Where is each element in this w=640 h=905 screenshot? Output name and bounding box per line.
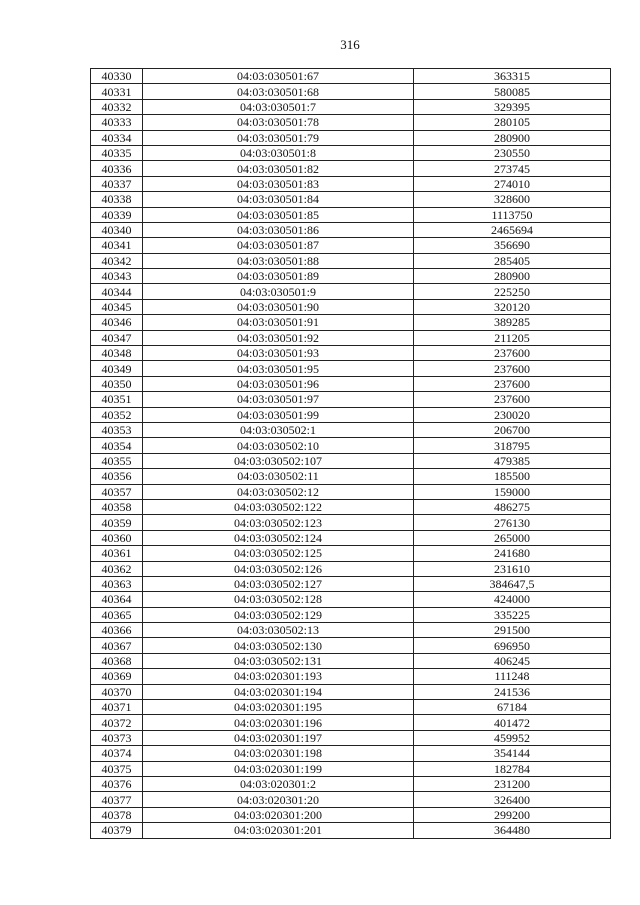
cadastral-number-cell: 04:03:030502:13 xyxy=(143,623,414,638)
cadastral-number-cell: 04:03:030502:125 xyxy=(143,546,414,561)
row-number-cell: 40365 xyxy=(91,607,143,622)
row-number-cell: 40333 xyxy=(91,115,143,130)
cadastral-number-cell: 04:03:020301:200 xyxy=(143,807,414,822)
table-row xyxy=(91,207,611,222)
row-number-cell: 40360 xyxy=(91,530,143,545)
cadastral-number-cell: 04:03:020301:201 xyxy=(143,823,414,838)
cadastral-number-cell: 04:03:030501:8 xyxy=(143,145,414,160)
row-number-cell: 40366 xyxy=(91,623,143,638)
row-number-cell: 40369 xyxy=(91,669,143,684)
table-body xyxy=(91,69,611,839)
row-number-cell: 40349 xyxy=(91,361,143,376)
table-row xyxy=(91,84,611,99)
value-cell: 2465694 xyxy=(414,222,611,237)
cadastral-number-cell: 04:03:020301:197 xyxy=(143,730,414,745)
value-cell: 185500 xyxy=(414,469,611,484)
value-cell: 406245 xyxy=(414,653,611,668)
table-row xyxy=(91,315,611,330)
value-cell: 265000 xyxy=(414,530,611,545)
table-row xyxy=(91,546,611,561)
row-number-cell: 40364 xyxy=(91,592,143,607)
table-row xyxy=(91,715,611,730)
row-number-cell: 40377 xyxy=(91,792,143,807)
row-number-cell: 40354 xyxy=(91,438,143,453)
cadastral-number-cell: 04:03:030502:123 xyxy=(143,515,414,530)
row-number-cell: 40363 xyxy=(91,576,143,591)
value-cell: 237600 xyxy=(414,376,611,391)
row-number-cell: 40346 xyxy=(91,315,143,330)
cadastral-number-cell: 04:03:020301:198 xyxy=(143,746,414,761)
row-number-cell: 40332 xyxy=(91,99,143,114)
cadastral-number-cell: 04:03:030502:126 xyxy=(143,561,414,576)
table-row xyxy=(91,192,611,207)
cadastral-number-cell: 04:03:020301:20 xyxy=(143,792,414,807)
value-cell: 318795 xyxy=(414,438,611,453)
value-cell: 285405 xyxy=(414,253,611,268)
row-number-cell: 40344 xyxy=(91,284,143,299)
value-cell: 280900 xyxy=(414,130,611,145)
value-cell: 580085 xyxy=(414,84,611,99)
table-row xyxy=(91,515,611,530)
cadastral-number-cell: 04:03:030501:9 xyxy=(143,284,414,299)
table-row xyxy=(91,776,611,791)
data-table xyxy=(90,68,611,839)
table-row xyxy=(91,607,611,622)
table-row xyxy=(91,407,611,422)
row-number-cell: 40357 xyxy=(91,484,143,499)
cadastral-number-cell: 04:03:030502:127 xyxy=(143,576,414,591)
row-number-cell: 40372 xyxy=(91,715,143,730)
cadastral-number-cell: 04:03:030502:124 xyxy=(143,530,414,545)
table-row xyxy=(91,269,611,284)
cadastral-number-cell: 04:03:030501:82 xyxy=(143,161,414,176)
table-row xyxy=(91,346,611,361)
row-number-cell: 40373 xyxy=(91,730,143,745)
cadastral-number-cell: 04:03:030501:88 xyxy=(143,253,414,268)
value-cell: 326400 xyxy=(414,792,611,807)
table-row xyxy=(91,807,611,822)
cadastral-number-cell: 04:03:030501:78 xyxy=(143,115,414,130)
row-number-cell: 40334 xyxy=(91,130,143,145)
value-cell: 329395 xyxy=(414,99,611,114)
table-row xyxy=(91,361,611,376)
row-number-cell: 40355 xyxy=(91,453,143,468)
table-row xyxy=(91,222,611,237)
row-number-cell: 40361 xyxy=(91,546,143,561)
table-row xyxy=(91,376,611,391)
row-number-cell: 40370 xyxy=(91,684,143,699)
cadastral-number-cell: 04:03:030501:79 xyxy=(143,130,414,145)
cadastral-number-cell: 04:03:030501:93 xyxy=(143,346,414,361)
cadastral-number-cell: 04:03:030502:10 xyxy=(143,438,414,453)
row-number-cell: 40343 xyxy=(91,269,143,284)
table-row xyxy=(91,792,611,807)
value-cell: 280900 xyxy=(414,269,611,284)
row-number-cell: 40347 xyxy=(91,330,143,345)
table-row xyxy=(91,499,611,514)
row-number-cell: 40378 xyxy=(91,807,143,822)
cadastral-number-cell: 04:03:030501:87 xyxy=(143,238,414,253)
row-number-cell: 40336 xyxy=(91,161,143,176)
cadastral-number-cell: 04:03:030501:85 xyxy=(143,207,414,222)
value-cell: 182784 xyxy=(414,761,611,776)
row-number-cell: 40368 xyxy=(91,653,143,668)
cadastral-number-cell: 04:03:030502:122 xyxy=(143,499,414,514)
table-row xyxy=(91,161,611,176)
value-cell: 280105 xyxy=(414,115,611,130)
table-row xyxy=(91,576,611,591)
table-row xyxy=(91,469,611,484)
value-cell: 230020 xyxy=(414,407,611,422)
value-cell: 401472 xyxy=(414,715,611,730)
value-cell: 241536 xyxy=(414,684,611,699)
row-number-cell: 40374 xyxy=(91,746,143,761)
row-number-cell: 40375 xyxy=(91,761,143,776)
value-cell: 1113750 xyxy=(414,207,611,222)
value-cell: 237600 xyxy=(414,346,611,361)
row-number-cell: 40339 xyxy=(91,207,143,222)
value-cell: 328600 xyxy=(414,192,611,207)
cadastral-number-cell: 04:03:030501:7 xyxy=(143,99,414,114)
table-row xyxy=(91,392,611,407)
row-number-cell: 40376 xyxy=(91,776,143,791)
value-cell: 486275 xyxy=(414,499,611,514)
table-row xyxy=(91,746,611,761)
cadastral-number-cell: 04:03:030502:131 xyxy=(143,653,414,668)
cadastral-number-cell: 04:03:020301:2 xyxy=(143,776,414,791)
table-row xyxy=(91,592,611,607)
value-cell: 356690 xyxy=(414,238,611,253)
table-row xyxy=(91,453,611,468)
cadastral-number-cell: 04:03:030501:91 xyxy=(143,315,414,330)
value-cell: 363315 xyxy=(414,69,611,84)
value-cell: 237600 xyxy=(414,361,611,376)
row-number-cell: 40331 xyxy=(91,84,143,99)
table-row xyxy=(91,684,611,699)
value-cell: 231200 xyxy=(414,776,611,791)
table-row xyxy=(91,238,611,253)
cadastral-number-cell: 04:03:030501:95 xyxy=(143,361,414,376)
table-row xyxy=(91,761,611,776)
cadastral-number-cell: 04:03:030502:128 xyxy=(143,592,414,607)
value-cell: 459952 xyxy=(414,730,611,745)
cadastral-number-cell: 04:03:020301:193 xyxy=(143,669,414,684)
row-number-cell: 40362 xyxy=(91,561,143,576)
cadastral-number-cell: 04:03:030502:11 xyxy=(143,469,414,484)
table-row xyxy=(91,130,611,145)
value-cell: 211205 xyxy=(414,330,611,345)
value-cell: 335225 xyxy=(414,607,611,622)
cadastral-number-cell: 04:03:030502:107 xyxy=(143,453,414,468)
row-number-cell: 40358 xyxy=(91,499,143,514)
row-number-cell: 40352 xyxy=(91,407,143,422)
table-row xyxy=(91,284,611,299)
cadastral-number-cell: 04:03:030501:96 xyxy=(143,376,414,391)
table-row xyxy=(91,700,611,715)
row-number-cell: 40353 xyxy=(91,422,143,437)
value-cell: 241680 xyxy=(414,546,611,561)
row-number-cell: 40340 xyxy=(91,222,143,237)
value-cell: 291500 xyxy=(414,623,611,638)
row-number-cell: 40342 xyxy=(91,253,143,268)
cadastral-number-cell: 04:03:020301:199 xyxy=(143,761,414,776)
value-cell: 424000 xyxy=(414,592,611,607)
value-cell: 364480 xyxy=(414,823,611,838)
value-cell: 389285 xyxy=(414,315,611,330)
table-row xyxy=(91,176,611,191)
cadastral-number-cell: 04:03:030501:84 xyxy=(143,192,414,207)
cadastral-number-cell: 04:03:030501:86 xyxy=(143,222,414,237)
table-row xyxy=(91,115,611,130)
row-number-cell: 40338 xyxy=(91,192,143,207)
cadastral-number-cell: 04:03:030501:89 xyxy=(143,269,414,284)
table-row xyxy=(91,530,611,545)
value-cell: 299200 xyxy=(414,807,611,822)
row-number-cell: 40341 xyxy=(91,238,143,253)
row-number-cell: 40351 xyxy=(91,392,143,407)
table-row xyxy=(91,330,611,345)
value-cell: 274010 xyxy=(414,176,611,191)
value-cell: 384647,5 xyxy=(414,576,611,591)
row-number-cell: 40379 xyxy=(91,823,143,838)
cadastral-number-cell: 04:03:030501:68 xyxy=(143,84,414,99)
cadastral-number-cell: 04:03:030502:129 xyxy=(143,607,414,622)
table-row xyxy=(91,422,611,437)
value-cell: 231610 xyxy=(414,561,611,576)
value-cell: 696950 xyxy=(414,638,611,653)
row-number-cell: 40359 xyxy=(91,515,143,530)
cadastral-number-cell: 04:03:030501:90 xyxy=(143,299,414,314)
table-row xyxy=(91,669,611,684)
table-row xyxy=(91,99,611,114)
row-number-cell: 40345 xyxy=(91,299,143,314)
table-row xyxy=(91,438,611,453)
value-cell: 111248 xyxy=(414,669,611,684)
value-cell: 206700 xyxy=(414,422,611,437)
row-number-cell: 40335 xyxy=(91,145,143,160)
cadastral-number-cell: 04:03:020301:194 xyxy=(143,684,414,699)
cadastral-number-cell: 04:03:030501:99 xyxy=(143,407,414,422)
table-row xyxy=(91,145,611,160)
row-number-cell: 40348 xyxy=(91,346,143,361)
cadastral-number-cell: 04:03:030502:12 xyxy=(143,484,414,499)
cadastral-number-cell: 04:03:030501:67 xyxy=(143,69,414,84)
table-row xyxy=(91,638,611,653)
value-cell: 273745 xyxy=(414,161,611,176)
table-row xyxy=(91,623,611,638)
value-cell: 225250 xyxy=(414,284,611,299)
value-cell: 159000 xyxy=(414,484,611,499)
row-number-cell: 40337 xyxy=(91,176,143,191)
table-row xyxy=(91,561,611,576)
page-number: 316 xyxy=(340,37,360,52)
row-number-cell: 40350 xyxy=(91,376,143,391)
cadastral-number-cell: 04:03:030501:97 xyxy=(143,392,414,407)
value-cell: 354144 xyxy=(414,746,611,761)
row-number-cell: 40356 xyxy=(91,469,143,484)
value-cell: 276130 xyxy=(414,515,611,530)
cadastral-number-cell: 04:03:020301:196 xyxy=(143,715,414,730)
row-number-cell: 40330 xyxy=(91,69,143,84)
table-row xyxy=(91,253,611,268)
row-number-cell: 40367 xyxy=(91,638,143,653)
table-row xyxy=(91,299,611,314)
cadastral-number-cell: 04:03:030502:1 xyxy=(143,422,414,437)
table-row xyxy=(91,823,611,838)
table-row xyxy=(91,69,611,84)
cadastral-number-cell: 04:03:020301:195 xyxy=(143,700,414,715)
cadastral-number-cell: 04:03:030502:130 xyxy=(143,638,414,653)
table-row xyxy=(91,484,611,499)
value-cell: 67184 xyxy=(414,700,611,715)
value-cell: 479385 xyxy=(414,453,611,468)
value-cell: 230550 xyxy=(414,145,611,160)
cadastral-number-cell: 04:03:030501:83 xyxy=(143,176,414,191)
value-cell: 320120 xyxy=(414,299,611,314)
value-cell: 237600 xyxy=(414,392,611,407)
cadastral-number-cell: 04:03:030501:92 xyxy=(143,330,414,345)
table-row xyxy=(91,653,611,668)
row-number-cell: 40371 xyxy=(91,700,143,715)
table-row xyxy=(91,730,611,745)
